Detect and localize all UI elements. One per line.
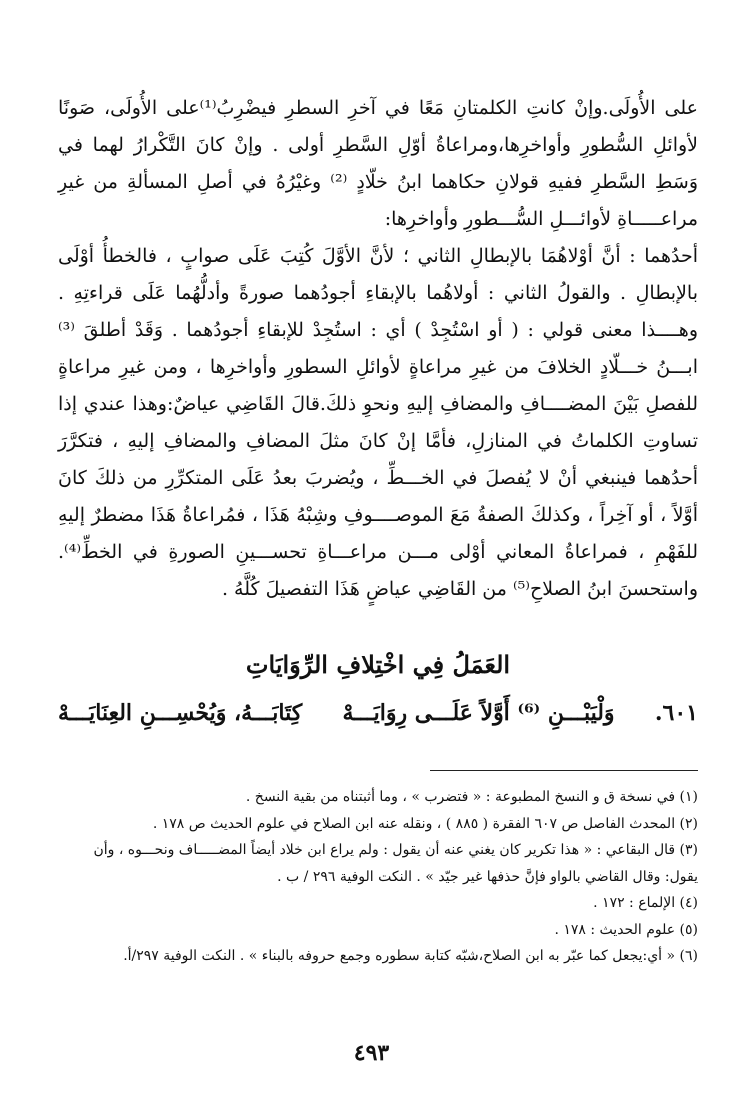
paragraph-1: على الأُولَى.وإنْ كانتِ الكلمتانِ مَعًا في آخرِ السطرِ فيضْرِبُ⁽¹⁾على الأُولَى، صَونًا لأوائلِ السُّطورِ وأواخرِها،ومراعاةُ أوّلِ السَّطرِ أولى . وإنْ كانَ التَّكْرارُ لهما في وَسَطِ السَّطرِ ففيهِ قولانِ حكاهما ابنُ خلّادٍ ⁽²⁾ وغيْرُهُ في أصلِ المسألةِ من غيرِ مراعـــــاةِ لأوائـــلِ السُّـــطورِ وأواخرِها: bbox=[58, 97, 698, 230]
footnote-6: (٦) « أي:يجعل كما عبّر به ابن الصلاح،شبّه كتابة سطوره وجمع حروفه بالبناء » . النكت الوفية ٢٩٧/أ. bbox=[123, 948, 698, 964]
paragraph-2: أحدُهما : أنَّ أوْلاهُمَا بالإبطالِ الثاني ؛ لأنَّ الأوَّلَ كُتِبَ عَلَى صوابٍ ، فالخطأُ أوْلَى بالإبطالِ . والقولُ الثاني : أولاهُما بالإبقاءِ أجودُهما صورةً وأدلُّهُما عَلَى قراءتِهِ . وهــــذا معنى قولي : ( أو اسْتُجِدْ ) أي : استُجِدْ للإبقاءِ أجودُهما . وَقَدْ أطلقَ ⁽³⁾ ابـــنُ خـــلّادٍ الخلافَ من غيرِ مراعاةٍ لأوائلِ السطورِ وأواخرِها ، ومن غيرِ مراعاةٍ للفصلِ بَيْنَ المضــــافِ والمضافِ إليهِ ونحوِ ذلكَ.قالَ القَاضِي عياضٌ:وهذا عندي إذا تساوتِ الكلماتُ في المنازلِ، فأمَّا إنْ كانَ مثلَ المضافِ والمضافِ إليهِ ، فتكرَّرَ أحدُهما فينبغي أنْ لا يُفصلَ في الخـــطِّ ، ويُضربَ بعدُ عَلَى المتكرِّرِ من ذلكَ كانَ أوَّلاً ، أو آخِراً ، وكذلكَ الصفةُ مَعَ الموصــــوفِ وشِبْهُ هَذَا ، فمُراعاةُ هَذَا مضطرٌ إليهِ للفَهْمِ ، فمراعاةُ المعاني أوْلى مـــن مراعـــاةِ تحســـينِ الصورةِ في الخطِّ⁽⁴⁾. واستحسنَ ابنُ الصلاحِ⁽⁵⁾ من القَاضِي عياضٍ هَذَا التفصيلَ كُلَّهُ . bbox=[58, 245, 698, 600]
footnote-3: (٣) قال البقاعي : « هذا تكرير كان يغني عنه أن يقول : ولم يراع ابن خلاد أيضاً المضـــــاف ونحـــوه ، وأن يقول: وقال القاضي بالواو فإنَّ حذفها غير جيّد » . النكت الوفية ٢٩٦ / ب . bbox=[93, 842, 698, 885]
page-number: ٤٩٣ bbox=[353, 1040, 390, 1066]
footnote-4: (٤) الإلماع : ١٧٢ . bbox=[593, 895, 698, 911]
verse-hemistich-first: وَلْيَبْـــنِ ⁽⁶⁾ أَوَّلاً عَلَـــى رِوَايَـــهْ bbox=[342, 700, 615, 726]
footnotes bbox=[58, 784, 698, 970]
verse-hemistich-second: كِتَابَـــهُ، وَيُحْسِـــنِ العِنَايَـــهْ bbox=[58, 700, 303, 726]
footnote-divider bbox=[430, 770, 698, 771]
main-text bbox=[58, 90, 698, 608]
footnote-5: (٥) علوم الحديث : ١٧٨ . bbox=[554, 921, 698, 938]
verse-number: ٦٠١. bbox=[654, 700, 698, 726]
section-title: العَمَلُ فِي اخْتِلافِ الرِّوَايَاتِ bbox=[245, 650, 511, 679]
footnote-2: (٢) المحدث الفاصل ص ٦٠٧ الفقرة ( ٨٨٥ ) ، ونقله عنه ابن الصلاح في علوم الحديث ص ١٧٨ . bbox=[152, 815, 698, 832]
footnote-1: (١) في نسخة ق و النسخ المطبوعة : « فتضرب » ، وما أثبتناه من بقية النسخ . bbox=[245, 789, 698, 805]
verse-line bbox=[58, 700, 698, 726]
